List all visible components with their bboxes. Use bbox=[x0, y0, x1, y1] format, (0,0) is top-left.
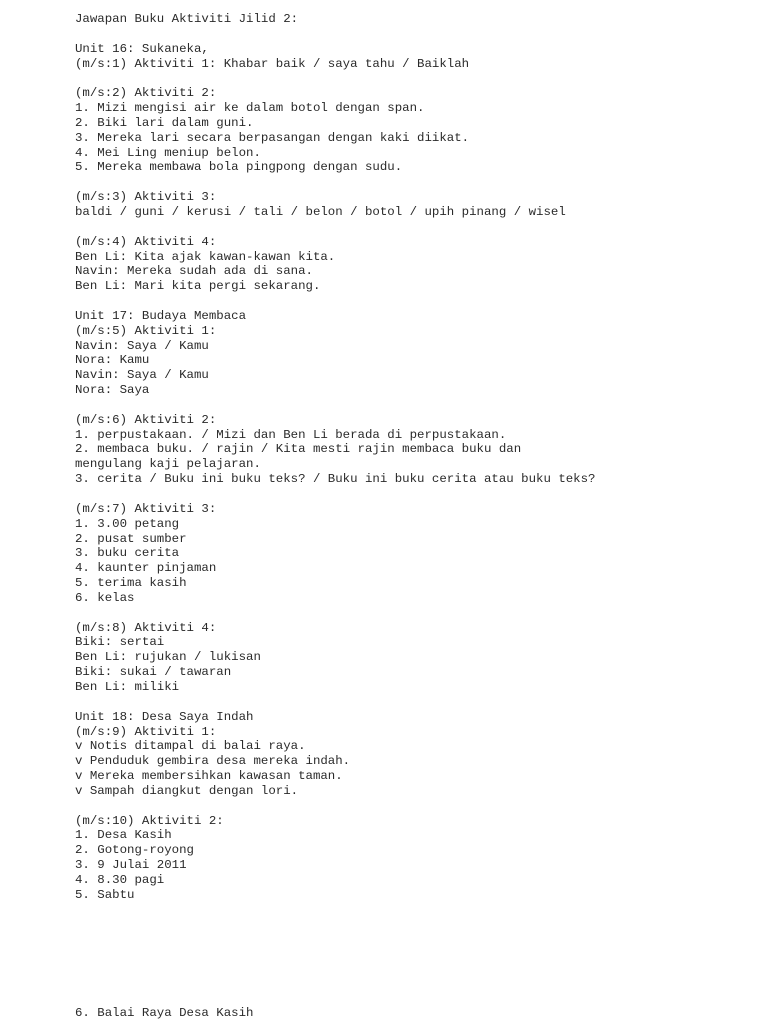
document-line: mengulang kaji pelajaran. bbox=[75, 457, 261, 472]
document-line: (m/s:8) Aktiviti 4: bbox=[75, 620, 217, 635]
document-line: 2. Gotong-royong bbox=[75, 843, 194, 858]
blank-line bbox=[75, 294, 755, 309]
blank-line bbox=[75, 398, 755, 413]
document-line: Nora: Kamu bbox=[75, 353, 150, 368]
document-line: 4. kaunter pinjaman bbox=[75, 561, 217, 576]
document-line: 5. terima kasih bbox=[75, 576, 187, 591]
document-line: (m/s:2) Aktiviti 2: bbox=[75, 86, 217, 101]
blank-line bbox=[75, 606, 755, 621]
blank-line bbox=[75, 71, 755, 86]
document-line: (m/s:9) Aktiviti 1: bbox=[75, 724, 217, 739]
blank-line bbox=[75, 27, 755, 42]
document-line: 3. Mereka lari secara berpasangan dengan kaki diikat. bbox=[75, 130, 470, 145]
document-line: 1. 3.00 petang bbox=[75, 516, 180, 531]
document-line: (m/s:4) Aktiviti 4: bbox=[75, 234, 217, 249]
blank-line bbox=[75, 799, 755, 814]
document-line: 4. Mei Ling meniup belon. bbox=[75, 145, 261, 160]
document-line: 2. Biki lari dalam guni. bbox=[75, 115, 254, 130]
document-line: (m/s:5) Aktiviti 1: bbox=[75, 323, 217, 338]
blank-line bbox=[75, 695, 755, 710]
blank-line bbox=[75, 220, 755, 235]
document-line: 6. kelas bbox=[75, 590, 135, 605]
blank-line bbox=[75, 487, 755, 502]
document-line: 2. pusat sumber bbox=[75, 531, 187, 546]
document-line: 1. perpustakaan. / Mizi dan Ben Li berada di perpustakaan. bbox=[75, 427, 507, 442]
document-line: 5. Sabtu bbox=[75, 887, 135, 902]
document-line: Ben Li: Kita ajak kawan-kawan kita. bbox=[75, 249, 336, 264]
document-line: 3. 9 Julai 2011 bbox=[75, 858, 187, 873]
document-line: Biki: sertai bbox=[75, 635, 165, 650]
document-line: (m/s:6) Aktiviti 2: bbox=[75, 412, 217, 427]
document-line: Jawapan Buku Aktiviti Jilid 2: bbox=[75, 12, 299, 26]
document-line: 5. Mereka membawa bola pingpong dengan sudu. bbox=[75, 160, 403, 175]
document-line: Navin: Mereka sudah ada di sana. bbox=[75, 264, 313, 279]
document-line: Ben Li: rujukan / lukisan bbox=[75, 650, 261, 665]
document-line: 2. membaca buku. / rajin / Kita mesti rajin membaca buku dan bbox=[75, 442, 522, 457]
document-line: (m/s:3) Aktiviti 3: bbox=[75, 190, 217, 205]
document-line: 1. Mizi mengisi air ke dalam botol dengan span. bbox=[75, 101, 425, 116]
document-line: Ben Li: miliki bbox=[75, 679, 180, 694]
document-line: v Sampah diangkut dengan lori. bbox=[75, 783, 299, 798]
document-line: (m/s:1) Aktiviti 1: Khabar baik / saya tahu / Baiklah bbox=[75, 56, 470, 71]
document-line: 3. cerita / Buku ini buku teks? / Buku ini buku cerita atau buku teks? bbox=[75, 472, 596, 487]
document-line: Navin: Saya / Kamu bbox=[75, 368, 209, 383]
document-line: 3. buku cerita bbox=[75, 546, 180, 561]
document-line: v Notis ditampal di balai raya. bbox=[75, 739, 306, 754]
document-line: 4. 8.30 pagi bbox=[75, 872, 165, 887]
document-line: Navin: Saya / Kamu bbox=[75, 338, 209, 353]
document-line-last: 6. Balai Raya Desa Kasih bbox=[75, 1006, 254, 1020]
document-line: (m/s:10) Aktiviti 2: bbox=[75, 813, 224, 828]
document-line: Biki: sukai / tawaran bbox=[75, 665, 232, 680]
document-line: (m/s:7) Aktiviti 3: bbox=[75, 501, 217, 516]
document-line: Unit 16: Sukaneka, bbox=[75, 41, 209, 56]
document-line: v Penduduk gembira desa mereka indah. bbox=[75, 754, 351, 769]
blank-line bbox=[75, 175, 755, 190]
document-line: baldi / guni / kerusi / tali / belon / botol / upih pinang / wisel bbox=[75, 204, 566, 219]
document-line: Unit 17: Budaya Membaca bbox=[75, 308, 247, 323]
document-line: 1. Desa Kasih bbox=[75, 828, 172, 843]
answer-document bbox=[75, 12, 755, 903]
document-line: v Mereka membersihkan kawasan taman. bbox=[75, 769, 343, 784]
document-line: Ben Li: Mari kita pergi sekarang. bbox=[75, 279, 321, 294]
document-line: Unit 18: Desa Saya Indah bbox=[75, 709, 254, 724]
document-line: Nora: Saya bbox=[75, 383, 150, 398]
